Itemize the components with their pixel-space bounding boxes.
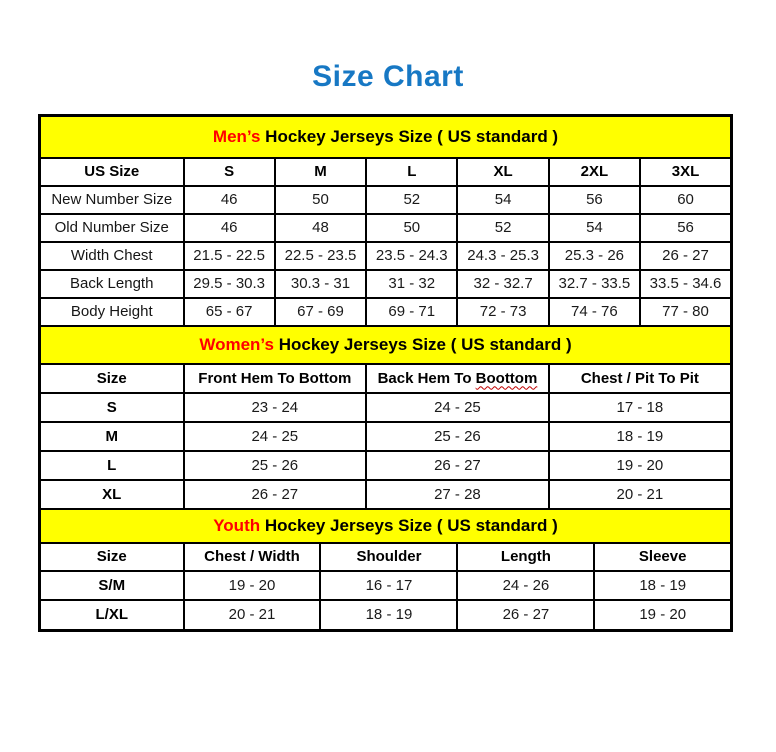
youth-header-row: [40, 543, 732, 571]
row-label: M: [40, 422, 184, 451]
youth-section-band: [40, 509, 732, 543]
table-cell: 19 - 20: [549, 451, 732, 480]
men-header-row: [40, 158, 732, 186]
column-header: Sleeve: [594, 543, 731, 571]
men-section-title-rest: Hockey Jerseys Size ( US standard ): [260, 126, 559, 146]
youth-section-title: [40, 509, 732, 543]
women-header-row: [40, 364, 732, 393]
column-header: S: [184, 158, 275, 186]
table-cell: 24 - 26: [457, 571, 594, 600]
table-cell: 65 - 67: [184, 298, 275, 326]
table-row: [40, 422, 732, 451]
table-cell: 19 - 20: [594, 600, 731, 631]
column-header: XL: [457, 158, 548, 186]
table-cell: 22.5 - 23.5: [275, 242, 366, 270]
table-cell: 25 - 26: [184, 451, 367, 480]
table-row: [40, 186, 732, 214]
table-cell: 60: [640, 186, 731, 214]
table-cell: 54: [549, 214, 640, 242]
column-header: Size: [40, 364, 184, 393]
table-cell: 54: [457, 186, 548, 214]
misspelled-word: Boottom: [475, 369, 538, 387]
row-label: Width Chest: [40, 242, 184, 270]
men-section-title: [40, 116, 732, 158]
column-header: Chest / Width: [184, 543, 321, 571]
table-row: [40, 571, 732, 600]
men-section-band: [40, 116, 732, 158]
size-chart-table: [38, 114, 733, 632]
table-cell: 69 - 71: [366, 298, 457, 326]
table-cell: 56: [640, 214, 731, 242]
table-cell: 46: [184, 214, 275, 242]
column-header: Shoulder: [320, 543, 457, 571]
row-label: L/XL: [40, 600, 184, 631]
column-header: US Size: [40, 158, 184, 186]
column-header: Length: [457, 543, 594, 571]
table-cell: 23.5 - 24.3: [366, 242, 457, 270]
table-cell: 56: [549, 186, 640, 214]
table-cell: 20 - 21: [184, 600, 321, 631]
table-cell: 17 - 18: [549, 393, 732, 422]
table-cell: 24.3 - 25.3: [457, 242, 548, 270]
table-cell: 72 - 73: [457, 298, 548, 326]
column-header: [366, 364, 549, 393]
column-header: 2XL: [549, 158, 640, 186]
table-cell: 31 - 32: [366, 270, 457, 298]
table-cell: 16 - 17: [320, 571, 457, 600]
table-row: [40, 393, 732, 422]
column-header-text: Back Hem To: [377, 369, 476, 387]
column-header: Chest / Pit To Pit: [549, 364, 732, 393]
table-cell: 18 - 19: [549, 422, 732, 451]
table-cell: 74 - 76: [549, 298, 640, 326]
table-row: [40, 600, 732, 631]
table-cell: 26 - 27: [184, 480, 367, 509]
column-header: Front Hem To Bottom: [184, 364, 367, 393]
table-cell: 46: [184, 186, 275, 214]
table-cell: 24 - 25: [184, 422, 367, 451]
table-cell: 20 - 21: [549, 480, 732, 509]
table-row: [40, 270, 732, 298]
table-cell: 77 - 80: [640, 298, 731, 326]
size-chart: [38, 114, 733, 632]
column-header: 3XL: [640, 158, 731, 186]
table-cell: 25 - 26: [366, 422, 549, 451]
table-cell: 27 - 28: [366, 480, 549, 509]
table-cell: 26 - 27: [457, 600, 594, 631]
column-header: M: [275, 158, 366, 186]
table-cell: 30.3 - 31: [275, 270, 366, 298]
table-cell: 67 - 69: [275, 298, 366, 326]
table-cell: 32 - 32.7: [457, 270, 548, 298]
row-label: Back Length: [40, 270, 184, 298]
women-section-title: [40, 326, 732, 364]
women-section-title-rest: Hockey Jerseys Size ( US standard ): [273, 334, 572, 354]
table-cell: 24 - 25: [366, 393, 549, 422]
table-cell: 26 - 27: [640, 242, 731, 270]
row-label: XL: [40, 480, 184, 509]
table-cell: 23 - 24: [184, 393, 367, 422]
women-section-title-highlight: Women’s: [199, 334, 274, 354]
table-cell: 25.3 - 26: [549, 242, 640, 270]
table-cell: 26 - 27: [366, 451, 549, 480]
row-label: S/M: [40, 571, 184, 600]
table-cell: 50: [275, 186, 366, 214]
page-title: Size Chart: [312, 60, 464, 93]
table-cell: 18 - 19: [594, 571, 731, 600]
table-row: [40, 298, 732, 326]
table-cell: 52: [366, 186, 457, 214]
table-cell: 32.7 - 33.5: [549, 270, 640, 298]
men-section-title-highlight: Men’s: [212, 126, 261, 146]
column-header: Size: [40, 543, 184, 571]
row-label: Old Number Size: [40, 214, 184, 242]
youth-section-title-rest: Hockey Jerseys Size ( US standard ): [260, 515, 558, 535]
table-cell: 19 - 20: [184, 571, 321, 600]
table-cell: 33.5 - 34.6: [640, 270, 731, 298]
row-label: Body Height: [40, 298, 184, 326]
row-label: New Number Size: [40, 186, 184, 214]
row-label: L: [40, 451, 184, 480]
table-cell: 52: [457, 214, 548, 242]
column-header: L: [366, 158, 457, 186]
table-cell: 18 - 19: [320, 600, 457, 631]
table-row: [40, 451, 732, 480]
table-cell: 50: [366, 214, 457, 242]
women-section-band: [40, 326, 732, 364]
table-row: [40, 214, 732, 242]
table-cell: 21.5 - 22.5: [184, 242, 275, 270]
youth-section-title-highlight: Youth: [213, 515, 261, 535]
row-label: S: [40, 393, 184, 422]
table-row: [40, 480, 732, 509]
table-cell: 29.5 - 30.3: [184, 270, 275, 298]
table-cell: 48: [275, 214, 366, 242]
table-row: [40, 242, 732, 270]
